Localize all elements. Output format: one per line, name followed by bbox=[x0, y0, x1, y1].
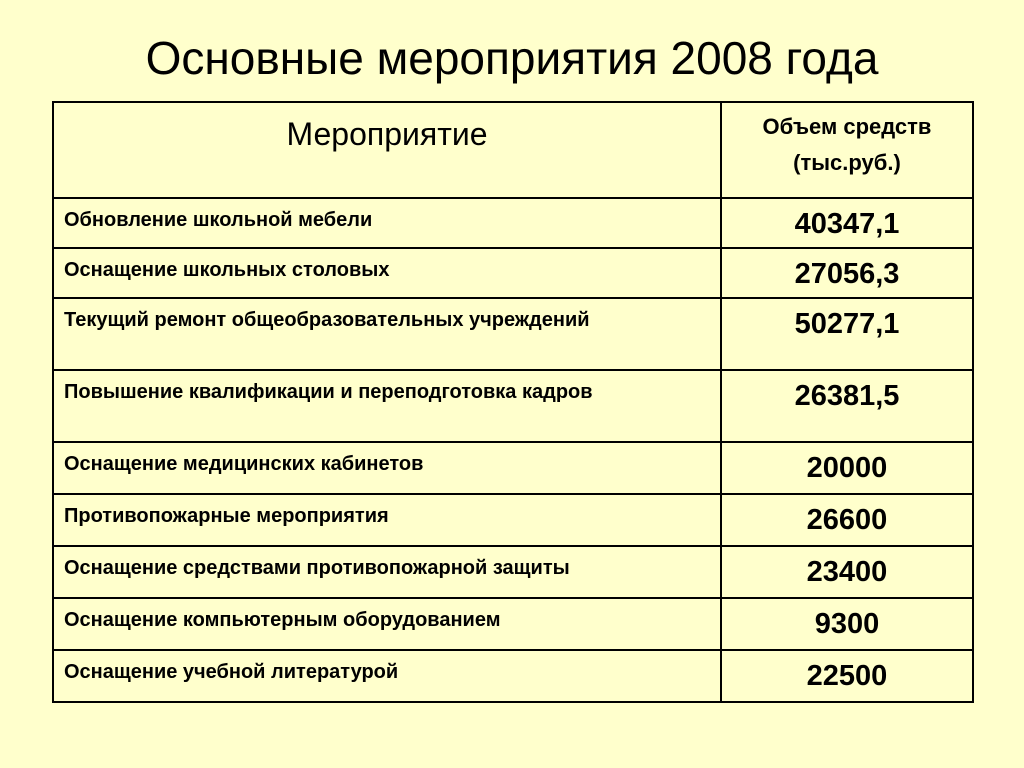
table-row bbox=[53, 370, 973, 442]
slide-title: Основные мероприятия 2008 года bbox=[145, 32, 879, 84]
table-row bbox=[53, 598, 973, 650]
activity-name: Оснащение школьных столовых bbox=[53, 248, 721, 298]
activity-amount: 50277,1 bbox=[721, 298, 973, 370]
activity-name: Оснащение компьютерным оборудованием bbox=[53, 598, 721, 650]
activity-amount: 20000 bbox=[721, 442, 973, 494]
activity-name: Оснащение медицинских кабинетов bbox=[53, 442, 721, 494]
table-row bbox=[53, 650, 973, 702]
activity-amount: 22500 bbox=[721, 650, 973, 702]
table-row bbox=[53, 494, 973, 546]
activity-name: Оснащение средствами противопожарной защиты bbox=[53, 546, 721, 598]
table-row bbox=[53, 198, 973, 248]
activity-amount: 40347,1 bbox=[721, 198, 973, 248]
activity-name: Оснащение учебной литературой bbox=[53, 650, 721, 702]
activity-name: Текущий ремонт общеобразовательных учреждений bbox=[53, 298, 721, 370]
header-amount-line2: (тыс.руб.) bbox=[793, 150, 901, 175]
header-amount-line1: Объем средств bbox=[762, 114, 932, 139]
activity-amount: 23400 bbox=[721, 546, 973, 598]
header-amount bbox=[721, 102, 973, 198]
activity-amount: 26381,5 bbox=[721, 370, 973, 442]
activities-table bbox=[52, 101, 974, 703]
table-row bbox=[53, 442, 973, 494]
activity-name: Повышение квалификации и переподготовка кадров bbox=[53, 370, 721, 442]
table-row bbox=[53, 248, 973, 298]
activity-amount: 26600 bbox=[721, 494, 973, 546]
activity-name: Противопожарные мероприятия bbox=[53, 494, 721, 546]
activity-amount: 27056,3 bbox=[721, 248, 973, 298]
table-header-row bbox=[53, 102, 973, 198]
table-row bbox=[53, 298, 973, 370]
activity-amount: 9300 bbox=[721, 598, 973, 650]
activity-name: Обновление школьной мебели bbox=[53, 198, 721, 248]
table-row bbox=[53, 546, 973, 598]
header-activity: Мероприятие bbox=[53, 102, 721, 198]
